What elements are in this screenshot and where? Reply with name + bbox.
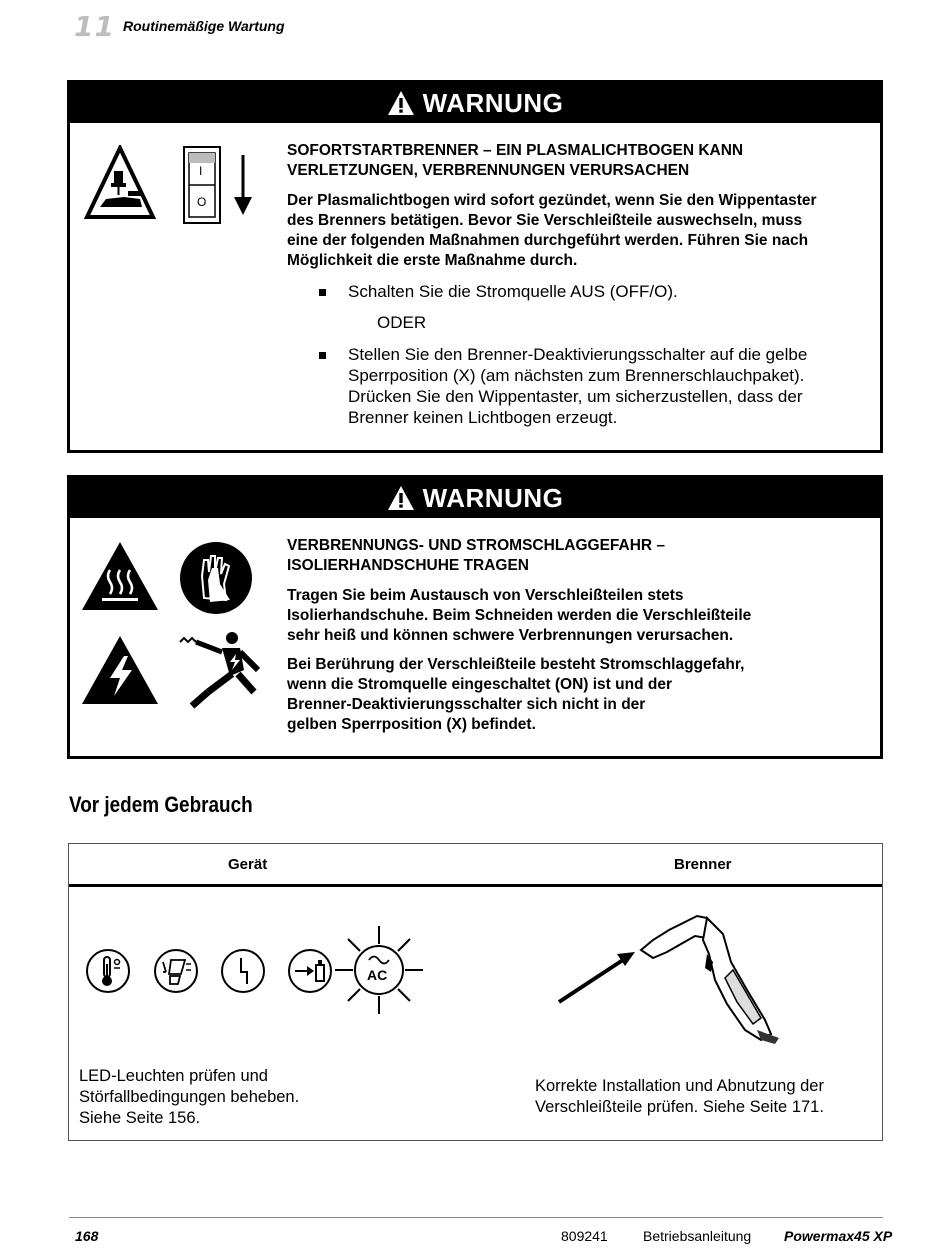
cell-text-line: Verschleißteile prüfen. Siehe Seite 171. — [535, 1098, 824, 1116]
warning-text-line: gelben Sperrposition (X) befindet. — [287, 716, 536, 733]
power-fault-icon — [220, 948, 266, 994]
warning-title-line: VERBRENNUNGS- UND STROMSCHLAGGEFAHR – — [287, 537, 666, 554]
bullet-item — [319, 281, 678, 302]
warning-triangle-icon — [387, 485, 415, 511]
warning-triangle-icon — [387, 90, 415, 116]
warning-header — [70, 478, 880, 518]
ac-label: AC — [367, 967, 388, 983]
cell-text-line: Korrekte Installation und Abnutzung der — [535, 1077, 824, 1095]
hand-crush-icon — [84, 145, 156, 221]
warning-box-burn-shock — [67, 475, 883, 759]
power-switch-icon — [182, 145, 222, 225]
warning-text-line: Der Plasmalichtbogen wird sofort gezündet, wenn Sie den Wippentaster — [287, 192, 817, 209]
bullet-text-line: Drücken Sie den Wippentaster, um sicherzustellen, dass der — [348, 387, 803, 406]
consumable-icon — [287, 948, 333, 994]
warning-title-line: SOFORTSTARTBRENNER – EIN PLASMALICHTBOGEN KANN — [287, 142, 744, 159]
column-header-torch: Brenner — [674, 856, 732, 873]
warning-heading: WARNUNG — [422, 87, 564, 118]
bullet-marker — [319, 289, 326, 296]
inspection-table — [68, 843, 883, 1141]
warning-text-line: Bei Berührung der Verschleißteile besteht Stromschlaggefahr, — [287, 656, 745, 673]
table-header-divider — [69, 884, 882, 887]
switch-off-label: O — [197, 195, 207, 209]
electrocution-person-icon — [178, 630, 264, 710]
warning-box-instant-start — [67, 80, 883, 453]
warning-text-line: des Brenners betätigen. Bevor Sie Verschleißteile auswechseln, muss — [287, 212, 803, 229]
warning-text-line: sehr heiß und können schwere Verbrennungen verursachen. — [287, 627, 734, 644]
switch-on-label: I — [199, 164, 203, 178]
oder-label: ODER — [377, 313, 427, 332]
temperature-icon — [85, 948, 131, 994]
doc-type: Betriebsanleitung — [643, 1228, 752, 1244]
chapter-title: Routinemäßige Wartung — [123, 18, 285, 34]
bullet-text-line: Sperrposition (X) (am nächsten zum Brennerschlauchpaket). — [348, 366, 805, 385]
page-number: 168 — [75, 1228, 99, 1244]
gloves-icon — [178, 540, 254, 616]
bullet-text: Schalten Sie die Stromquelle AUS (OFF/O). — [348, 282, 678, 301]
warning-title-line: ISOLIERHANDSCHUHE TRAGEN — [287, 557, 529, 574]
warning-title-line: VERLETZUNGEN, VERBRENNUNGEN VERURSACHEN — [287, 162, 690, 179]
section-title: Vor jedem Gebrauch — [69, 792, 253, 817]
cell-text-line: LED-Leuchten prüfen und — [79, 1067, 268, 1085]
warning-text-line: Brenner-Deaktivierungsschalter sich nicht in der — [287, 696, 646, 713]
bullet-marker — [319, 352, 326, 359]
hot-surface-icon — [80, 540, 160, 612]
electric-shock-icon — [80, 634, 160, 706]
plasma-torch-icon — [557, 912, 787, 1044]
chapter-number: 11 — [74, 10, 115, 43]
gas-pressure-icon — [153, 948, 199, 994]
cell-text-line: Siehe Seite 156. — [79, 1109, 201, 1127]
bullet-text-line: Brenner keinen Lichtbogen erzeugt. — [348, 408, 618, 427]
warning-header — [70, 83, 880, 123]
down-arrow-icon — [232, 153, 254, 217]
doc-number: 809241 — [561, 1228, 608, 1244]
warning-text-line: eine der folgenden Maßnahmen durchgeführt werden. Führen Sie nach — [287, 232, 809, 249]
warning-text-line: Möglichkeit die erste Maßnahme durch. — [287, 252, 578, 269]
warning-heading: WARNUNG — [422, 482, 564, 513]
product-name: Powermax45 XP — [784, 1228, 893, 1244]
warning-text-line: Isolierhandschuhe. Beim Schneiden werden die Verschleißteile — [287, 607, 752, 624]
bullet-item — [319, 344, 807, 428]
warning-text-line: Tragen Sie beim Austausch von Verschleißteilen stets — [287, 587, 684, 604]
bullet-text-line: Stellen Sie den Brenner-Deaktivierungsschalter auf die gelbe — [348, 345, 808, 364]
footer-divider — [69, 1217, 883, 1218]
column-header-device: Gerät — [228, 856, 268, 873]
cell-text-line: Störfallbedingungen beheben. — [79, 1088, 300, 1106]
warning-text-line: wenn die Stromquelle eingeschaltet (ON) ist und der — [287, 676, 672, 693]
